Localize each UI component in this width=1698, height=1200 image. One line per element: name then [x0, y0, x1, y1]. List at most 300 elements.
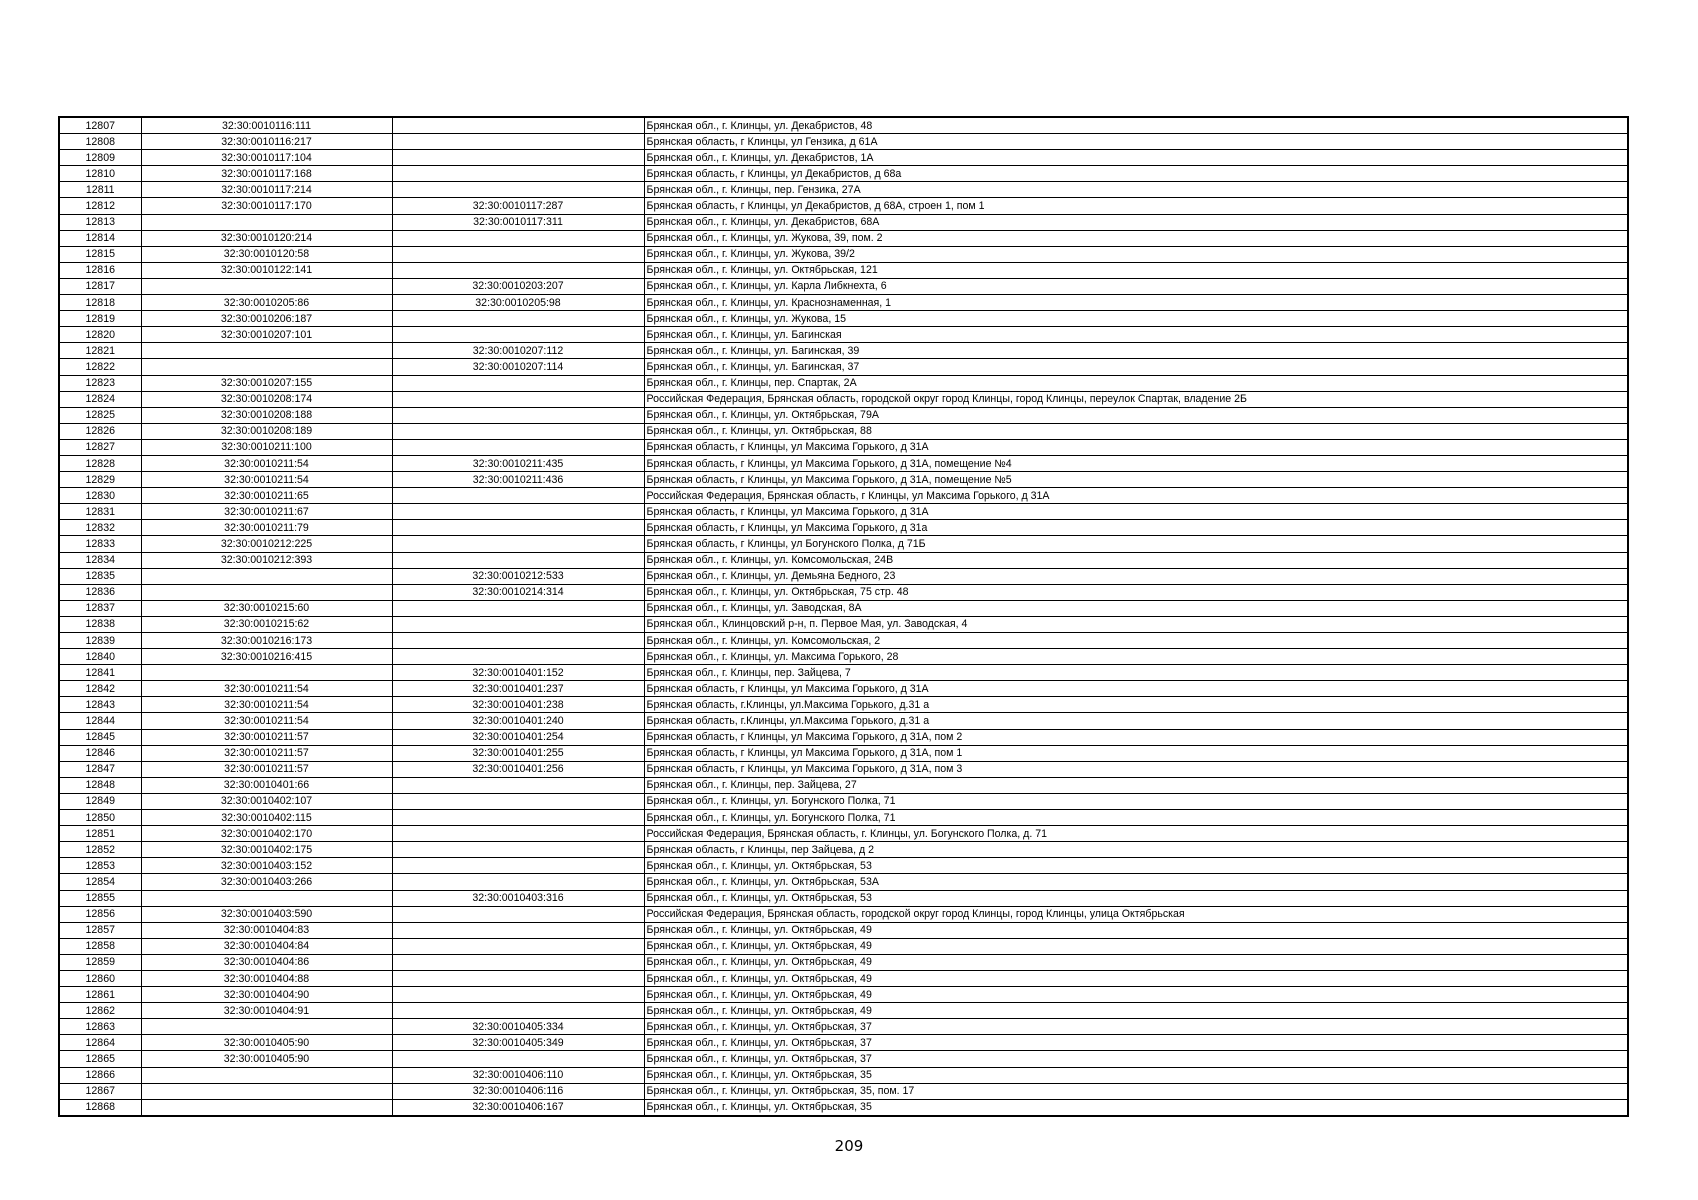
row-number-cell: 12858	[59, 938, 141, 954]
row-number-cell: 12851	[59, 826, 141, 842]
cadastral-number-cell: 32:30:0010403:590	[141, 906, 392, 922]
address-cell: Брянская обл., г. Клинцы, ул. Октябрьская, 49	[644, 938, 1628, 954]
related-cadastral-number-cell: 32:30:0010406:167	[392, 1099, 644, 1116]
cadastral-number-cell: 32:30:0010211:100	[141, 439, 392, 455]
address-cell: Брянская обл., г. Клинцы, ул. Октябрьская, 53А	[644, 874, 1628, 890]
address-cell: Брянская область, г Клинцы, ул Максима Горького, д 31А, пом 2	[644, 729, 1628, 745]
row-number-cell: 12813	[59, 214, 141, 230]
address-cell: Брянская обл., г. Клинцы, ул. Октябрьская, 35	[644, 1067, 1628, 1083]
address-cell: Брянская обл., г. Клинцы, ул. Жукова, 15	[644, 311, 1628, 327]
related-cadastral-number-cell	[392, 327, 644, 343]
related-cadastral-number-cell	[392, 600, 644, 616]
row-number-cell: 12861	[59, 987, 141, 1003]
related-cadastral-number-cell	[392, 391, 644, 407]
cadastral-number-cell: 32:30:0010122:141	[141, 262, 392, 278]
address-cell: Брянская обл., г. Клинцы, ул. Максима Горького, 28	[644, 649, 1628, 665]
related-cadastral-number-cell	[392, 439, 644, 455]
cadastral-number-cell	[141, 1019, 392, 1035]
table-row	[59, 665, 1628, 681]
address-cell: Брянская обл., г. Клинцы, ул. Октябрьская, 53	[644, 890, 1628, 906]
row-number-cell: 12864	[59, 1035, 141, 1051]
address-cell: Брянская обл., г. Клинцы, ул. Комсомольская, 24В	[644, 552, 1628, 568]
cadastral-number-cell: 32:30:0010116:111	[141, 117, 392, 134]
table-row	[59, 343, 1628, 359]
related-cadastral-number-cell	[392, 874, 644, 890]
related-cadastral-number-cell	[392, 536, 644, 552]
table-row	[59, 970, 1628, 986]
row-number-cell: 12867	[59, 1083, 141, 1099]
row-number-cell: 12815	[59, 246, 141, 262]
table-row	[59, 1083, 1628, 1099]
row-number-cell: 12811	[59, 182, 141, 198]
row-number-cell: 12848	[59, 777, 141, 793]
row-number-cell: 12844	[59, 713, 141, 729]
related-cadastral-number-cell	[392, 117, 644, 134]
table-row	[59, 633, 1628, 649]
table-row	[59, 552, 1628, 568]
cadastral-number-cell	[141, 568, 392, 584]
table-row	[59, 488, 1628, 504]
related-cadastral-number-cell	[392, 1003, 644, 1019]
cadastral-number-cell: 32:30:0010404:88	[141, 970, 392, 986]
related-cadastral-number-cell: 32:30:0010401:256	[392, 761, 644, 777]
row-number-cell: 12818	[59, 295, 141, 311]
cadastral-number-cell: 32:30:0010208:189	[141, 423, 392, 439]
related-cadastral-number-cell	[392, 858, 644, 874]
cadastral-number-cell: 32:30:0010120:58	[141, 246, 392, 262]
row-number-cell: 12854	[59, 874, 141, 890]
address-cell: Брянская обл., г. Клинцы, ул. Багинская, 39	[644, 343, 1628, 359]
address-cell: Брянская обл., г. Клинцы, ул. Багинская	[644, 327, 1628, 343]
table-row	[59, 455, 1628, 471]
row-number-cell: 12845	[59, 729, 141, 745]
address-cell: Российская Федерация, Брянская область, городской округ город Клинцы, город Клинцы, улица Октябрьская	[644, 906, 1628, 922]
cadastral-number-cell: 32:30:0010404:86	[141, 954, 392, 970]
table-row	[59, 134, 1628, 150]
cadastral-number-cell: 32:30:0010117:168	[141, 166, 392, 182]
address-cell: Брянская область, г Клинцы, ул Максима Горького, д 31а	[644, 520, 1628, 536]
related-cadastral-number-cell	[392, 230, 644, 246]
row-number-cell: 12822	[59, 359, 141, 375]
row-number-cell: 12832	[59, 520, 141, 536]
related-cadastral-number-cell	[392, 246, 644, 262]
row-number-cell: 12819	[59, 311, 141, 327]
related-cadastral-number-cell: 32:30:0010211:436	[392, 472, 644, 488]
address-cell: Брянская обл., г. Клинцы, ул. Декабристов, 1А	[644, 150, 1628, 166]
cadastral-number-cell: 32:30:0010211:57	[141, 729, 392, 745]
table-row	[59, 858, 1628, 874]
address-cell: Брянская обл., г. Клинцы, ул. Декабристов, 48	[644, 117, 1628, 134]
cadastral-number-cell	[141, 1083, 392, 1099]
row-number-cell: 12847	[59, 761, 141, 777]
cadastral-number-cell: 32:30:0010211:65	[141, 488, 392, 504]
cadastral-number-cell: 32:30:0010116:217	[141, 134, 392, 150]
related-cadastral-number-cell	[392, 166, 644, 182]
table-row	[59, 697, 1628, 713]
row-number-cell: 12857	[59, 922, 141, 938]
row-number-cell: 12826	[59, 423, 141, 439]
address-cell: Брянская обл., г. Клинцы, ул. Демьяна Бедного, 23	[644, 568, 1628, 584]
row-number-cell: 12868	[59, 1099, 141, 1116]
cadastral-number-cell	[141, 1067, 392, 1083]
related-cadastral-number-cell: 32:30:0010403:316	[392, 890, 644, 906]
address-cell: Брянская обл., г. Клинцы, ул. Богунского Полка, 71	[644, 793, 1628, 809]
cadastral-number-cell: 32:30:0010117:214	[141, 182, 392, 198]
table-row	[59, 826, 1628, 842]
address-cell: Брянская область, г Клинцы, ул Максима Горького, д 31А, пом 1	[644, 745, 1628, 761]
address-cell: Брянская обл., г. Клинцы, ул. Жукова, 39, пом. 2	[644, 230, 1628, 246]
related-cadastral-number-cell	[392, 777, 644, 793]
row-number-cell: 12831	[59, 504, 141, 520]
address-cell: Российская Федерация, Брянская область, городской округ город Клинцы, город Клинцы, переулок Спартак, владение 2Б	[644, 391, 1628, 407]
row-number-cell: 12852	[59, 842, 141, 858]
table-row	[59, 810, 1628, 826]
row-number-cell: 12855	[59, 890, 141, 906]
cadastral-number-cell: 32:30:0010117:104	[141, 150, 392, 166]
table-row	[59, 278, 1628, 294]
related-cadastral-number-cell: 32:30:0010207:114	[392, 359, 644, 375]
related-cadastral-number-cell	[392, 488, 644, 504]
table-row	[59, 600, 1628, 616]
table-row	[59, 584, 1628, 600]
cadastral-number-cell: 32:30:0010208:188	[141, 407, 392, 423]
table-row	[59, 230, 1628, 246]
related-cadastral-number-cell: 32:30:0010401:152	[392, 665, 644, 681]
address-cell: Брянская обл., г. Клинцы, ул. Октябрьская, 88	[644, 423, 1628, 439]
cadastral-number-cell	[141, 278, 392, 294]
cadastral-number-cell: 32:30:0010401:66	[141, 777, 392, 793]
table-row	[59, 150, 1628, 166]
address-cell: Брянская обл., г. Клинцы, пер. Гензика, 27А	[644, 182, 1628, 198]
row-number-cell: 12842	[59, 681, 141, 697]
cadastral-number-cell: 32:30:0010211:57	[141, 745, 392, 761]
row-number-cell: 12866	[59, 1067, 141, 1083]
related-cadastral-number-cell: 32:30:0010401:238	[392, 697, 644, 713]
table-row	[59, 439, 1628, 455]
row-number-cell: 12833	[59, 536, 141, 552]
row-number-cell: 12843	[59, 697, 141, 713]
related-cadastral-number-cell	[392, 375, 644, 391]
table-row	[59, 987, 1628, 1003]
address-cell: Брянская область, г Клинцы, ул Максима Горького, д 31А, помещение №4	[644, 455, 1628, 471]
row-number-cell: 12817	[59, 278, 141, 294]
address-cell: Брянская обл., г. Клинцы, ул. Октябрьская, 79А	[644, 407, 1628, 423]
table-row	[59, 504, 1628, 520]
row-number-cell: 12824	[59, 391, 141, 407]
cadastral-number-cell: 32:30:0010211:79	[141, 520, 392, 536]
row-number-cell: 12830	[59, 488, 141, 504]
row-number-cell: 12835	[59, 568, 141, 584]
related-cadastral-number-cell	[392, 423, 644, 439]
row-number-cell: 12838	[59, 616, 141, 632]
related-cadastral-number-cell: 32:30:0010405:334	[392, 1019, 644, 1035]
address-cell: Брянская обл., г. Клинцы, ул. Октябрьская, 37	[644, 1019, 1628, 1035]
address-cell: Брянская обл., г. Клинцы, ул. Комсомольская, 2	[644, 633, 1628, 649]
row-number-cell: 12840	[59, 649, 141, 665]
cadastral-number-cell	[141, 665, 392, 681]
related-cadastral-number-cell	[392, 262, 644, 278]
address-cell: Брянская обл., г. Клинцы, пер. Зайцева, 7	[644, 665, 1628, 681]
address-cell: Брянская обл., г. Клинцы, ул. Жукова, 39/2	[644, 246, 1628, 262]
related-cadastral-number-cell: 32:30:0010406:110	[392, 1067, 644, 1083]
related-cadastral-number-cell	[392, 150, 644, 166]
address-cell: Брянская область, г Клинцы, ул Максима Горького, д 31А	[644, 439, 1628, 455]
cadastral-number-cell: 32:30:0010211:54	[141, 713, 392, 729]
row-number-cell: 12812	[59, 198, 141, 214]
address-cell: Брянская обл., г. Клинцы, пер. Спартак, 2А	[644, 375, 1628, 391]
cadastral-number-cell	[141, 343, 392, 359]
table-row	[59, 954, 1628, 970]
address-cell: Брянская обл., г. Клинцы, ул. Багинская, 37	[644, 359, 1628, 375]
related-cadastral-number-cell: 32:30:0010401:254	[392, 729, 644, 745]
row-number-cell: 12865	[59, 1051, 141, 1067]
table-row	[59, 359, 1628, 375]
related-cadastral-number-cell	[392, 633, 644, 649]
related-cadastral-number-cell	[392, 311, 644, 327]
cadastral-number-cell: 32:30:0010215:62	[141, 616, 392, 632]
address-cell: Брянская обл., г. Клинцы, ул. Октябрьская, 49	[644, 1003, 1628, 1019]
cadastral-number-cell: 32:30:0010206:187	[141, 311, 392, 327]
related-cadastral-number-cell: 32:30:0010212:533	[392, 568, 644, 584]
related-cadastral-number-cell	[392, 842, 644, 858]
related-cadastral-number-cell: 32:30:0010401:240	[392, 713, 644, 729]
related-cadastral-number-cell: 32:30:0010401:255	[392, 745, 644, 761]
table-row	[59, 842, 1628, 858]
row-number-cell: 12856	[59, 906, 141, 922]
row-number-cell: 12820	[59, 327, 141, 343]
cadastral-number-cell: 32:30:0010211:67	[141, 504, 392, 520]
row-number-cell: 12814	[59, 230, 141, 246]
address-cell: Брянская обл., г. Клинцы, ул. Карла Либкнехта, 6	[644, 278, 1628, 294]
table-row	[59, 874, 1628, 890]
related-cadastral-number-cell	[392, 649, 644, 665]
related-cadastral-number-cell: 32:30:0010205:98	[392, 295, 644, 311]
cadastral-number-cell: 32:30:0010216:173	[141, 633, 392, 649]
cadastral-number-cell: 32:30:0010205:86	[141, 295, 392, 311]
cadastral-number-cell: 32:30:0010211:57	[141, 761, 392, 777]
table-row	[59, 1099, 1628, 1116]
table-row	[59, 681, 1628, 697]
address-cell: Брянская обл., г. Клинцы, ул. Октябрьская, 53	[644, 858, 1628, 874]
related-cadastral-number-cell	[392, 552, 644, 568]
row-number-cell: 12828	[59, 455, 141, 471]
table-row	[59, 166, 1628, 182]
row-number-cell: 12837	[59, 600, 141, 616]
row-number-cell: 12841	[59, 665, 141, 681]
table-row	[59, 745, 1628, 761]
address-cell: Брянская обл., Клинцовский р-н, п. Первое Мая, ул. Заводская, 4	[644, 616, 1628, 632]
cadastral-number-cell: 32:30:0010402:175	[141, 842, 392, 858]
row-number-cell: 12827	[59, 439, 141, 455]
address-cell: Брянская обл., г. Клинцы, ул. Октябрьская, 49	[644, 922, 1628, 938]
table-row	[59, 391, 1628, 407]
row-number-cell: 12836	[59, 584, 141, 600]
cadastral-number-cell	[141, 214, 392, 230]
address-cell: Брянская обл., г. Клинцы, ул. Октябрьская, 49	[644, 954, 1628, 970]
cadastral-number-cell: 32:30:0010212:225	[141, 536, 392, 552]
related-cadastral-number-cell	[392, 616, 644, 632]
related-cadastral-number-cell	[392, 134, 644, 150]
address-cell: Брянская область, г.Клинцы, ул.Максима Горького, д.31 а	[644, 697, 1628, 713]
address-cell: Брянская область, г Клинцы, ул Богунского Полка, д 71Б	[644, 536, 1628, 552]
table-row	[59, 649, 1628, 665]
cadastral-number-cell: 32:30:0010216:415	[141, 649, 392, 665]
address-cell: Брянская обл., г. Клинцы, ул. Октябрьская, 49	[644, 970, 1628, 986]
address-cell: Российская Федерация, Брянская область, г Клинцы, ул Максима Горького, д 31А	[644, 488, 1628, 504]
cadastral-number-cell: 32:30:0010404:90	[141, 987, 392, 1003]
table-row	[59, 327, 1628, 343]
cadastral-number-cell: 32:30:0010211:54	[141, 681, 392, 697]
table-row	[59, 1019, 1628, 1035]
cadastral-number-cell: 32:30:0010215:60	[141, 600, 392, 616]
cadastral-number-cell: 32:30:0010211:54	[141, 697, 392, 713]
row-number-cell: 12823	[59, 375, 141, 391]
address-cell: Брянская обл., г. Клинцы, пер. Зайцева, 27	[644, 777, 1628, 793]
table-row	[59, 1003, 1628, 1019]
cadastral-number-cell	[141, 359, 392, 375]
cadastral-number-cell: 32:30:0010404:91	[141, 1003, 392, 1019]
address-cell: Брянская обл., г. Клинцы, ул. Богунского Полка, 71	[644, 810, 1628, 826]
cadastral-number-cell: 32:30:0010405:90	[141, 1035, 392, 1051]
table-row	[59, 262, 1628, 278]
row-number-cell: 12816	[59, 262, 141, 278]
row-number-cell: 12821	[59, 343, 141, 359]
table-row	[59, 906, 1628, 922]
address-cell: Брянская обл., г. Клинцы, ул. Октябрьская, 49	[644, 987, 1628, 1003]
address-cell: Российская Федерация, Брянская область, г. Клинцы, ул. Богунского Полка, д. 71	[644, 826, 1628, 842]
cadastral-number-cell: 32:30:0010207:155	[141, 375, 392, 391]
address-cell: Брянская область, г Клинцы, ул Гензика, д 61А	[644, 134, 1628, 150]
address-cell: Брянская обл., г. Клинцы, ул. Октябрьская, 121	[644, 262, 1628, 278]
address-cell: Брянская обл., г. Клинцы, ул. Октябрьская, 75 стр. 48	[644, 584, 1628, 600]
table-row	[59, 520, 1628, 536]
table-row	[59, 777, 1628, 793]
row-number-cell: 12860	[59, 970, 141, 986]
related-cadastral-number-cell: 32:30:0010405:349	[392, 1035, 644, 1051]
table-row	[59, 407, 1628, 423]
related-cadastral-number-cell: 32:30:0010117:287	[392, 198, 644, 214]
address-cell: Брянская область, г Клинцы, пер Зайцева, д 2	[644, 842, 1628, 858]
cadastral-number-cell: 32:30:0010404:84	[141, 938, 392, 954]
row-number-cell: 12829	[59, 472, 141, 488]
row-number-cell: 12825	[59, 407, 141, 423]
registry-table	[58, 116, 1629, 1117]
cadastral-number-cell: 32:30:0010208:174	[141, 391, 392, 407]
table-row	[59, 246, 1628, 262]
address-cell: Брянская обл., г. Клинцы, ул. Декабристов, 68А	[644, 214, 1628, 230]
cadastral-number-cell: 32:30:0010404:83	[141, 922, 392, 938]
related-cadastral-number-cell	[392, 938, 644, 954]
related-cadastral-number-cell	[392, 922, 644, 938]
cadastral-number-cell	[141, 584, 392, 600]
related-cadastral-number-cell: 32:30:0010406:116	[392, 1083, 644, 1099]
cadastral-number-cell: 32:30:0010211:54	[141, 455, 392, 471]
cadastral-number-cell: 32:30:0010402:170	[141, 826, 392, 842]
related-cadastral-number-cell	[392, 793, 644, 809]
row-number-cell: 12846	[59, 745, 141, 761]
row-number-cell: 12809	[59, 150, 141, 166]
related-cadastral-number-cell	[392, 954, 644, 970]
table-row	[59, 761, 1628, 777]
row-number-cell: 12862	[59, 1003, 141, 1019]
cadastral-number-cell	[141, 1099, 392, 1116]
address-cell: Брянская область, г Клинцы, ул Максима Горького, д 31А, помещение №5	[644, 472, 1628, 488]
related-cadastral-number-cell	[392, 1051, 644, 1067]
table-row	[59, 182, 1628, 198]
table-row	[59, 214, 1628, 230]
table-row	[59, 793, 1628, 809]
registry-table-body	[59, 117, 1628, 1116]
table-row	[59, 472, 1628, 488]
cadastral-number-cell: 32:30:0010405:90	[141, 1051, 392, 1067]
cadastral-number-cell: 32:30:0010402:107	[141, 793, 392, 809]
table-row	[59, 117, 1628, 134]
address-cell: Брянская область, г Клинцы, ул Максима Горького, д 31А	[644, 504, 1628, 520]
cadastral-number-cell: 32:30:0010402:115	[141, 810, 392, 826]
address-cell: Брянская обл., г. Клинцы, ул. Краснознаменная, 1	[644, 295, 1628, 311]
related-cadastral-number-cell	[392, 504, 644, 520]
row-number-cell: 12863	[59, 1019, 141, 1035]
table-row	[59, 311, 1628, 327]
related-cadastral-number-cell: 32:30:0010214:314	[392, 584, 644, 600]
related-cadastral-number-cell	[392, 182, 644, 198]
address-cell: Брянская область, г Клинцы, ул Максима Горького, д 31А	[644, 681, 1628, 697]
cadastral-number-cell: 32:30:0010403:266	[141, 874, 392, 890]
address-cell: Брянская обл., г. Клинцы, ул. Октябрьская, 37	[644, 1035, 1628, 1051]
table-row	[59, 536, 1628, 552]
row-number-cell: 12853	[59, 858, 141, 874]
table-row	[59, 729, 1628, 745]
cadastral-number-cell: 32:30:0010120:214	[141, 230, 392, 246]
related-cadastral-number-cell	[392, 987, 644, 1003]
address-cell: Брянская обл., г. Клинцы, ул. Заводская, 8А	[644, 600, 1628, 616]
table-row	[59, 198, 1628, 214]
table-row	[59, 938, 1628, 954]
table-row	[59, 1067, 1628, 1083]
address-cell: Брянская обл., г. Клинцы, ул. Октябрьская, 35	[644, 1099, 1628, 1116]
table-row	[59, 568, 1628, 584]
row-number-cell: 12810	[59, 166, 141, 182]
related-cadastral-number-cell: 32:30:0010117:311	[392, 214, 644, 230]
address-cell: Брянская область, г.Клинцы, ул.Максима Горького, д.31 а	[644, 713, 1628, 729]
related-cadastral-number-cell	[392, 520, 644, 536]
related-cadastral-number-cell	[392, 826, 644, 842]
row-number-cell: 12839	[59, 633, 141, 649]
related-cadastral-number-cell: 32:30:0010207:112	[392, 343, 644, 359]
address-cell: Брянская обл., г. Клинцы, ул. Октябрьская, 37	[644, 1051, 1628, 1067]
related-cadastral-number-cell	[392, 407, 644, 423]
cadastral-number-cell: 32:30:0010212:393	[141, 552, 392, 568]
table-row	[59, 295, 1628, 311]
table-row	[59, 890, 1628, 906]
table-row	[59, 1035, 1628, 1051]
related-cadastral-number-cell	[392, 906, 644, 922]
address-cell: Брянская область, г Клинцы, ул Декабристов, д 68а	[644, 166, 1628, 182]
table-row	[59, 922, 1628, 938]
related-cadastral-number-cell: 32:30:0010401:237	[392, 681, 644, 697]
address-cell: Брянская обл., г. Клинцы, ул. Октябрьская, 35, пом. 17	[644, 1083, 1628, 1099]
row-number-cell: 12808	[59, 134, 141, 150]
related-cadastral-number-cell: 32:30:0010203:207	[392, 278, 644, 294]
cadastral-number-cell: 32:30:0010211:54	[141, 472, 392, 488]
address-cell: Брянская область, г Клинцы, ул Декабристов, д 68А, строен 1, пом 1	[644, 198, 1628, 214]
related-cadastral-number-cell: 32:30:0010211:435	[392, 455, 644, 471]
cadastral-number-cell: 32:30:0010207:101	[141, 327, 392, 343]
cadastral-number-cell	[141, 890, 392, 906]
row-number-cell: 12807	[59, 117, 141, 134]
row-number-cell: 12859	[59, 954, 141, 970]
page-number: 209	[834, 1137, 864, 1155]
